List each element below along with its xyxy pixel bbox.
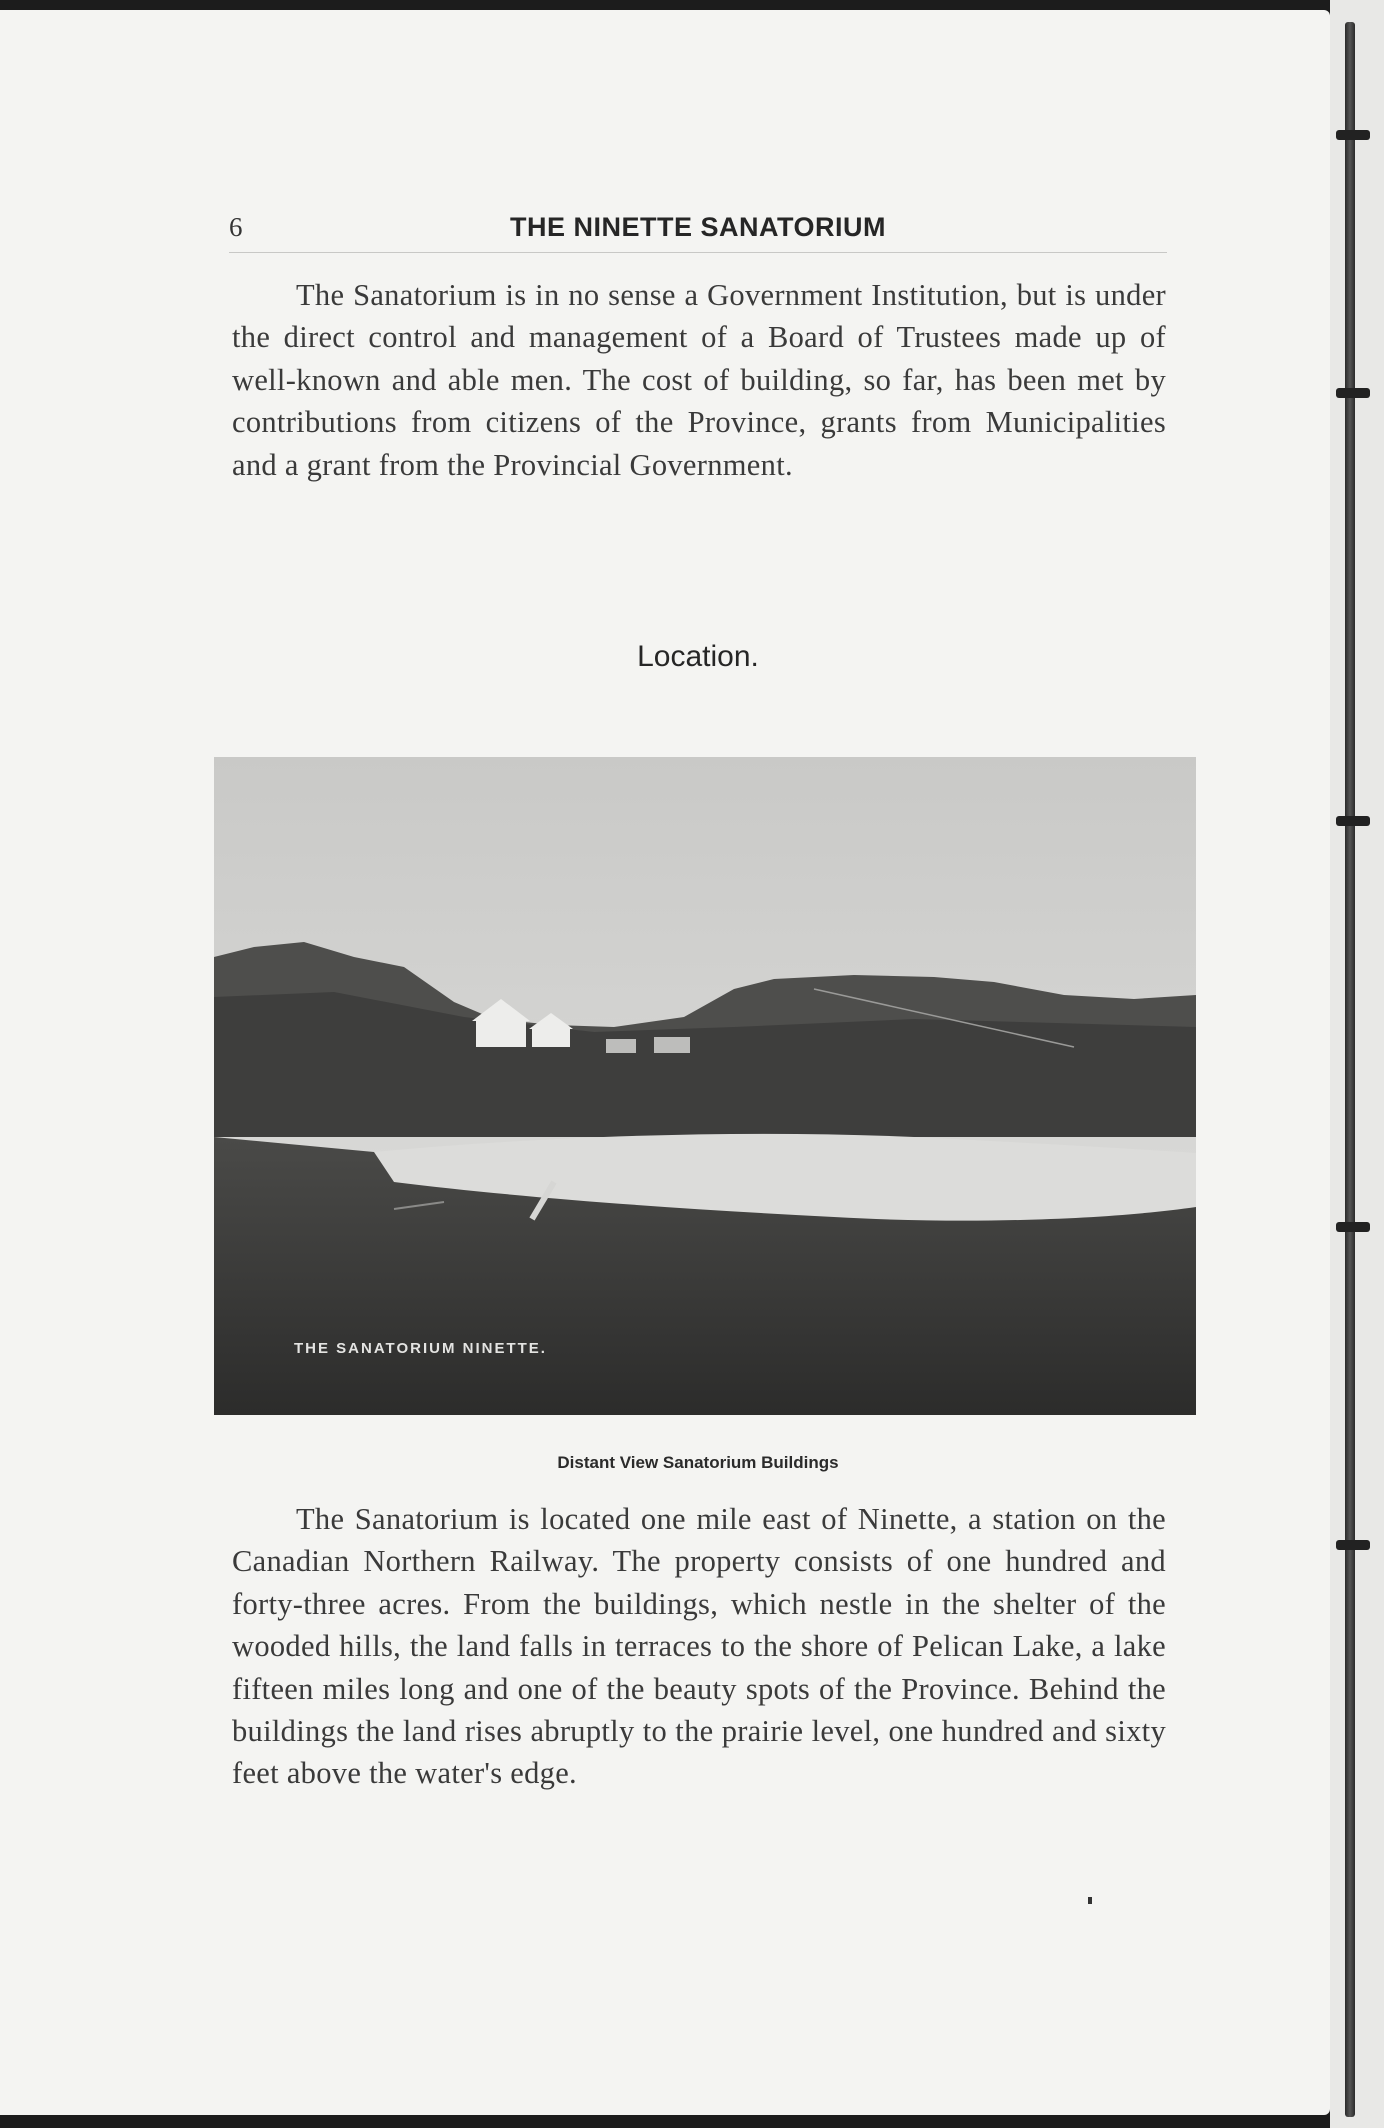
page-edge: [1330, 0, 1384, 2128]
sanatorium-photo: [214, 757, 1196, 1415]
binding-mark: [1336, 130, 1370, 140]
binding-mark: [1336, 388, 1370, 398]
photo-caption: Distant View Sanatorium Buildings: [557, 1453, 839, 1472]
binding-strip: [1345, 22, 1355, 2117]
ink-speck: [1088, 1897, 1092, 1904]
binding-mark: [1336, 1222, 1370, 1232]
running-title: THE NINETTE SANATORIUM: [509, 212, 886, 242]
intro-paragraph: The Sanatorium is in no sense a Government Institution, but is under the direct control and management of a Board of Trustees made up of well-known and able men. The cost of building, so far, has been met by contributions from citizens of the Province, grants from Municipalities and a grant from the Provincial Government.: [232, 278, 1166, 482]
binding-mark: [1336, 1540, 1370, 1550]
page-number: 6: [229, 212, 243, 242]
binding-mark: [1336, 816, 1370, 826]
page-header: [229, 212, 1167, 253]
location-paragraph: The Sanatorium is located one mile east of Ninette, a station on the Canadian Northern Railway. The property consists of one hundred and forty-three acres. From the buildings, which nestle in the shelter of the wooded hills, the land falls in terraces to the shore of Pelican Lake, a lake fifteen miles long and one of the beauty spots of the Province. Behind the buildings the land rises abruptly to the prairie level, one hundred and sixty feet above the water's edge.: [232, 1502, 1166, 1791]
section-heading: Location.: [637, 640, 759, 673]
photo-inscription: THE SANATORIUM NINETTE.: [294, 1340, 547, 1357]
